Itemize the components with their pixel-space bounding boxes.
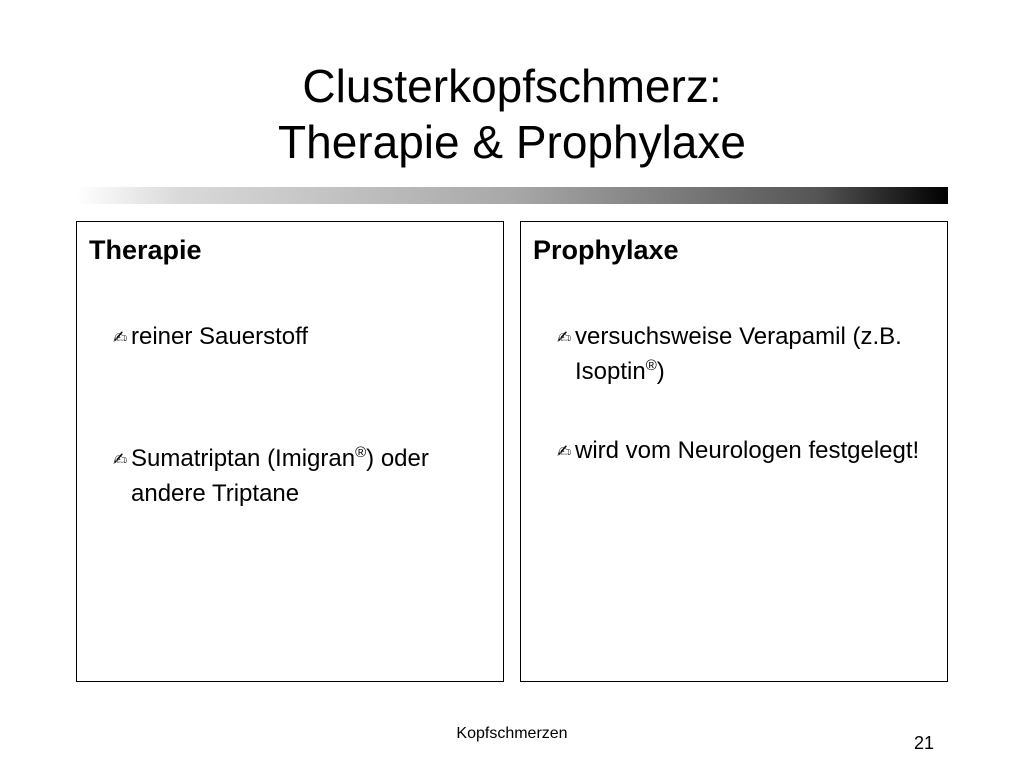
prophylaxe-bullet-neurologist	[557, 434, 937, 469]
writing-hand-icon: ✍	[113, 450, 128, 470]
registered-mark: ®	[355, 444, 367, 461]
writing-hand-icon: ✍	[113, 328, 128, 348]
prophylaxe-item-1-text-start: versuchsweise Verapamil (z.B. Isoptin	[575, 323, 902, 385]
writing-hand-icon: ✍	[557, 442, 572, 462]
therapie-bullet-sumatriptan	[113, 442, 493, 511]
slide-title	[0, 58, 1024, 170]
prophylaxe-item-1-text-end: )	[656, 358, 665, 385]
therapie-item-2-text-start: Sumatriptan (Imigran	[131, 445, 356, 472]
title-line-2: Therapie & Prophylaxe	[278, 116, 746, 168]
prophylaxe-bullet-verapamil	[557, 320, 937, 389]
title-divider-gradient-bar	[76, 187, 948, 204]
prophylaxe-item-2-text: wird vom Neurologen festgelegt!	[575, 437, 920, 464]
page-number: 21	[913, 733, 935, 753]
prophylaxe-heading: Prophylaxe	[533, 235, 679, 265]
writing-hand-icon: ✍	[557, 328, 572, 348]
therapie-item-1-text: reiner Sauerstoff	[131, 323, 308, 350]
therapie-panel	[76, 221, 504, 682]
therapie-heading: Therapie	[89, 235, 202, 265]
therapie-bullet-oxygen	[113, 320, 493, 355]
registered-mark: ®	[645, 357, 657, 374]
title-line-1: Clusterkopfschmerz:	[302, 60, 722, 112]
slide-footer: Kopfschmerzen	[456, 725, 568, 742]
therapie-item-2-text-end: ) oder andere Triptane	[131, 445, 429, 507]
prophylaxe-panel	[520, 221, 948, 682]
